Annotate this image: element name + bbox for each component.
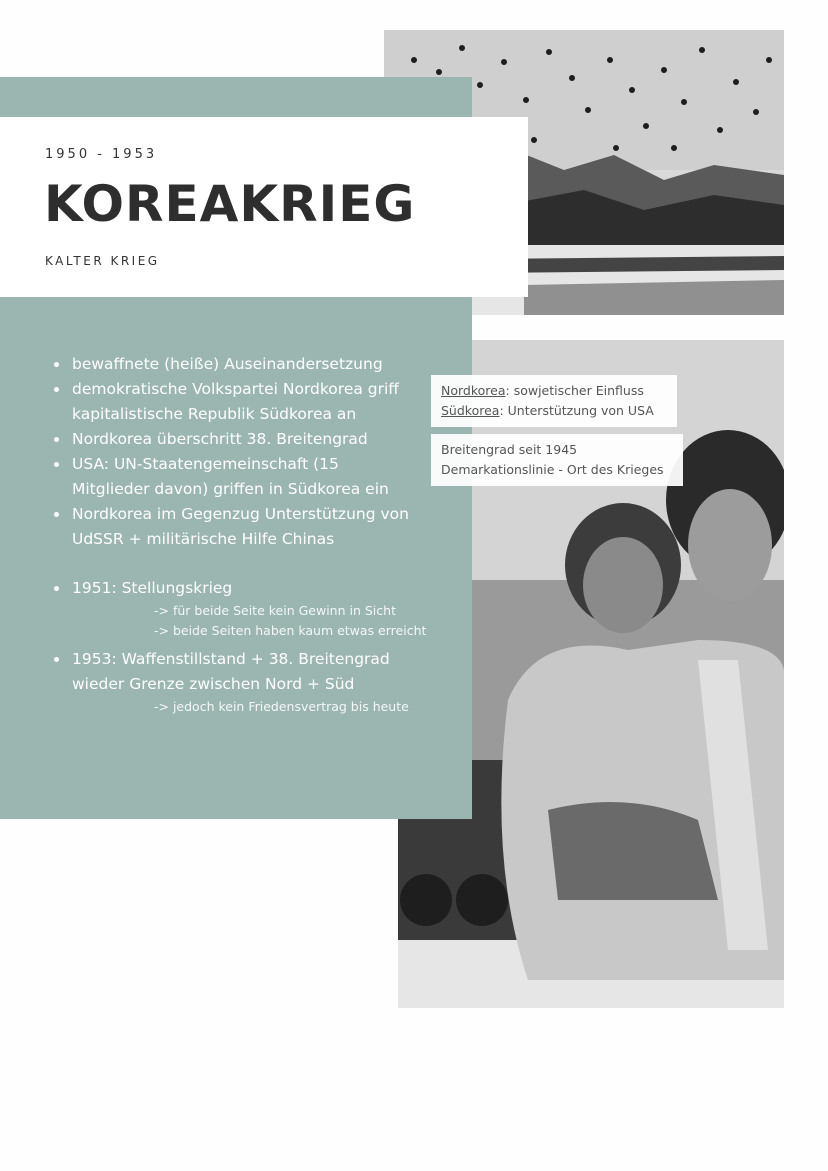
korea-influence-note: [431, 375, 677, 427]
bullet-item: Nordkorea im Gegenzug Unterstützung von UdSSR + militärische Hilfe Chinas: [50, 502, 460, 552]
north-korea-text: : sowjetischer Einfluss: [505, 383, 644, 398]
date-range: 1950 - 1953: [45, 147, 158, 162]
latitude-line-1: Breitengrad seit 1945: [441, 442, 578, 457]
title-card: [0, 117, 528, 297]
page-subtitle: KALTER KRIEG: [45, 254, 160, 268]
page-title: KOREAKRIEG: [44, 175, 416, 233]
bullet-item: 1951: Stellungskrieg: [50, 576, 460, 601]
sub-note: -> für beide Seite kein Gewinn in Sicht: [154, 603, 396, 618]
sub-note: -> jedoch kein Friedensvertrag bis heute: [154, 699, 409, 714]
bullet-item: 1953: Waffenstillstand + 38. Breitengrad wieder Grenze zwischen Nord + Süd: [50, 647, 460, 697]
bullet-item: USA: UN-Staatengemeinschaft (15 Mitglieder davon) griffen in Südkorea ein: [50, 452, 460, 502]
bullet-item: Nordkorea überschritt 38. Breitengrad: [50, 427, 460, 452]
south-korea-label: Südkorea: [441, 403, 500, 418]
latitude-line-2: Demarkationslinie - Ort des Krieges: [441, 462, 664, 477]
bullet-item: bewaffnete (heiße) Auseinandersetzung: [50, 352, 460, 377]
south-korea-text: : Unterstützung von USA: [499, 403, 654, 418]
bullet-item: demokratische Volkspartei Nordkorea griff kapitalistische Republik Südkorea an: [50, 377, 460, 427]
latitude-note: [431, 434, 683, 486]
bullet-list: [50, 352, 460, 717]
accent-band: [0, 77, 472, 117]
sub-note: -> beide Seiten haben kaum etwas erreicht: [154, 623, 427, 638]
north-korea-label: Nordkorea: [441, 383, 506, 398]
